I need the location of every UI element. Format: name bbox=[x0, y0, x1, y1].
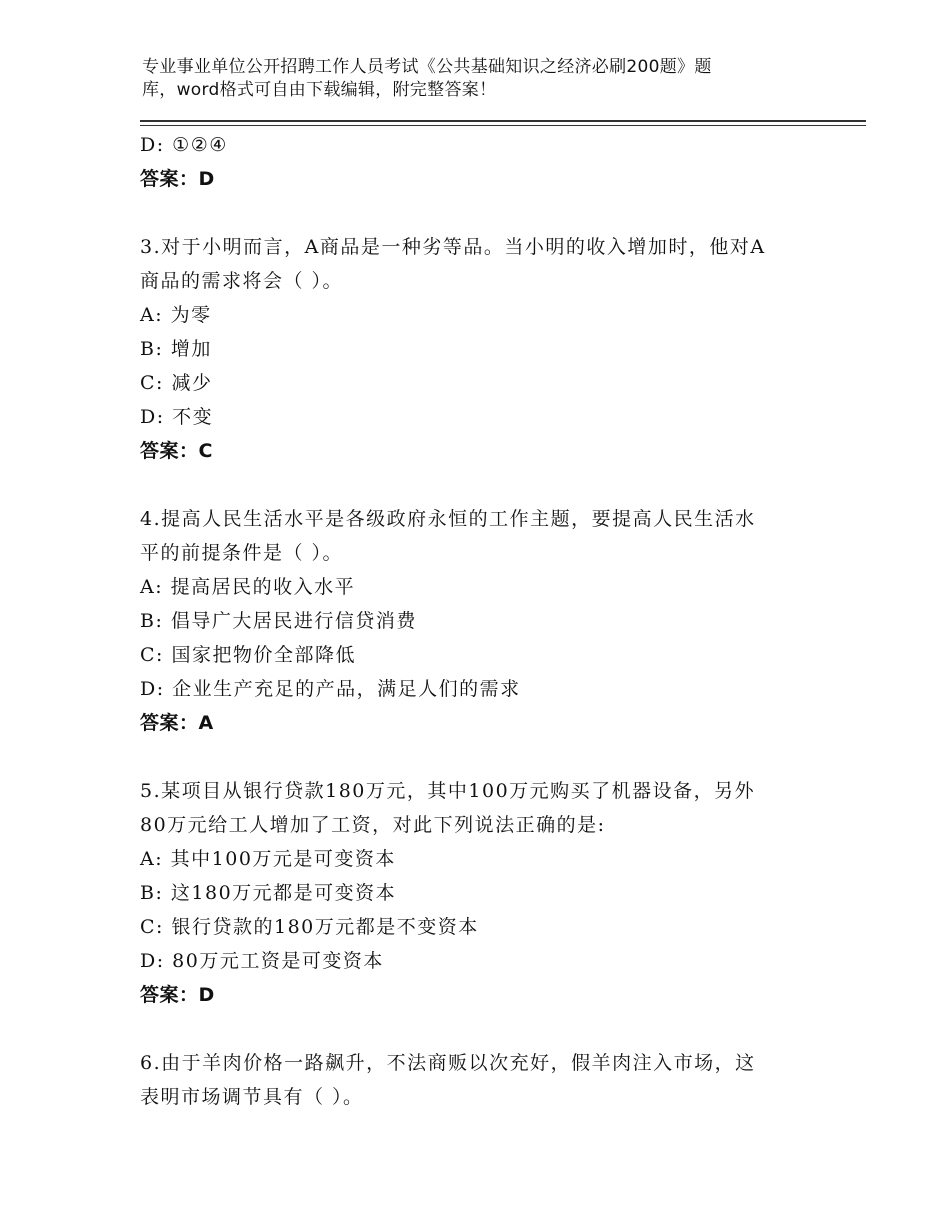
question-6 bbox=[140, 1046, 820, 1114]
question-line-1: 4.提高人民生活水平是各级政府永恒的工作主题，要提高人民生活水 bbox=[140, 508, 756, 530]
answer: 答案：D bbox=[140, 984, 215, 1006]
header-line-2: 库，word格式可自由下载编辑，附完整答案！ bbox=[142, 80, 497, 100]
option-a: A: 其中100万元是可变资本 bbox=[140, 848, 396, 870]
question-text bbox=[140, 774, 820, 842]
question-line-2: 商品的需求将会（ ）。 bbox=[140, 270, 344, 292]
header-rule-thick bbox=[140, 120, 866, 122]
question-line-2: 平的前提条件是（ ）。 bbox=[140, 542, 344, 564]
option-c: C: 减少 bbox=[140, 372, 213, 394]
header-rule-thin bbox=[140, 125, 866, 126]
question-text bbox=[140, 502, 820, 570]
option-d: D: 80万元工资是可变资本 bbox=[140, 950, 384, 972]
spacer bbox=[140, 1012, 820, 1046]
spacer bbox=[140, 468, 820, 502]
question-3 bbox=[140, 230, 820, 468]
document-header bbox=[142, 56, 782, 102]
option-b: B: 增加 bbox=[140, 338, 212, 360]
prev-option-d: D: ①②④ bbox=[140, 134, 228, 156]
option-a: A: 为零 bbox=[140, 304, 212, 326]
option-d: D: 企业生产充足的产品，满足人们的需求 bbox=[140, 678, 521, 700]
spacer bbox=[140, 740, 820, 774]
question-line-1: 3.对于小明而言，A商品是一种劣等品。当小明的收入增加时，他对A bbox=[140, 236, 766, 258]
question-text bbox=[140, 1046, 820, 1114]
option-a: A: 提高居民的收入水平 bbox=[140, 576, 356, 598]
option-c: C: 国家把物价全部降低 bbox=[140, 644, 356, 666]
option-b: B: 倡导广大居民进行信贷消费 bbox=[140, 610, 417, 632]
answer: 答案：C bbox=[140, 440, 213, 462]
question-line-1: 5.某项目从银行贷款180万元，其中100万元购买了机器设备，另外 bbox=[140, 780, 756, 802]
option-b: B: 这180万元都是可变资本 bbox=[140, 882, 397, 904]
question-text bbox=[140, 230, 820, 298]
question-line-2: 表明市场调节具有（ ）。 bbox=[140, 1086, 364, 1108]
question-line-2: 80万元给工人增加了工资，对此下列说法正确的是: bbox=[140, 814, 606, 836]
question-5 bbox=[140, 774, 820, 1012]
question-line-1: 6.由于羊肉价格一路飙升，不法商贩以次充好，假羊肉注入市场，这 bbox=[140, 1052, 756, 1074]
option-c: C: 银行贷款的180万元都是不变资本 bbox=[140, 916, 479, 938]
question-list bbox=[140, 128, 820, 1114]
answer: 答案：A bbox=[140, 712, 214, 734]
header-line-1: 专业事业单位公开招聘工作人员考试《公共基础知识之经济必刷200题》题 bbox=[142, 57, 712, 77]
option-d: D: 不变 bbox=[140, 406, 214, 428]
spacer bbox=[140, 196, 820, 230]
prev-answer: 答案：D bbox=[140, 168, 215, 190]
question-4 bbox=[140, 502, 820, 740]
